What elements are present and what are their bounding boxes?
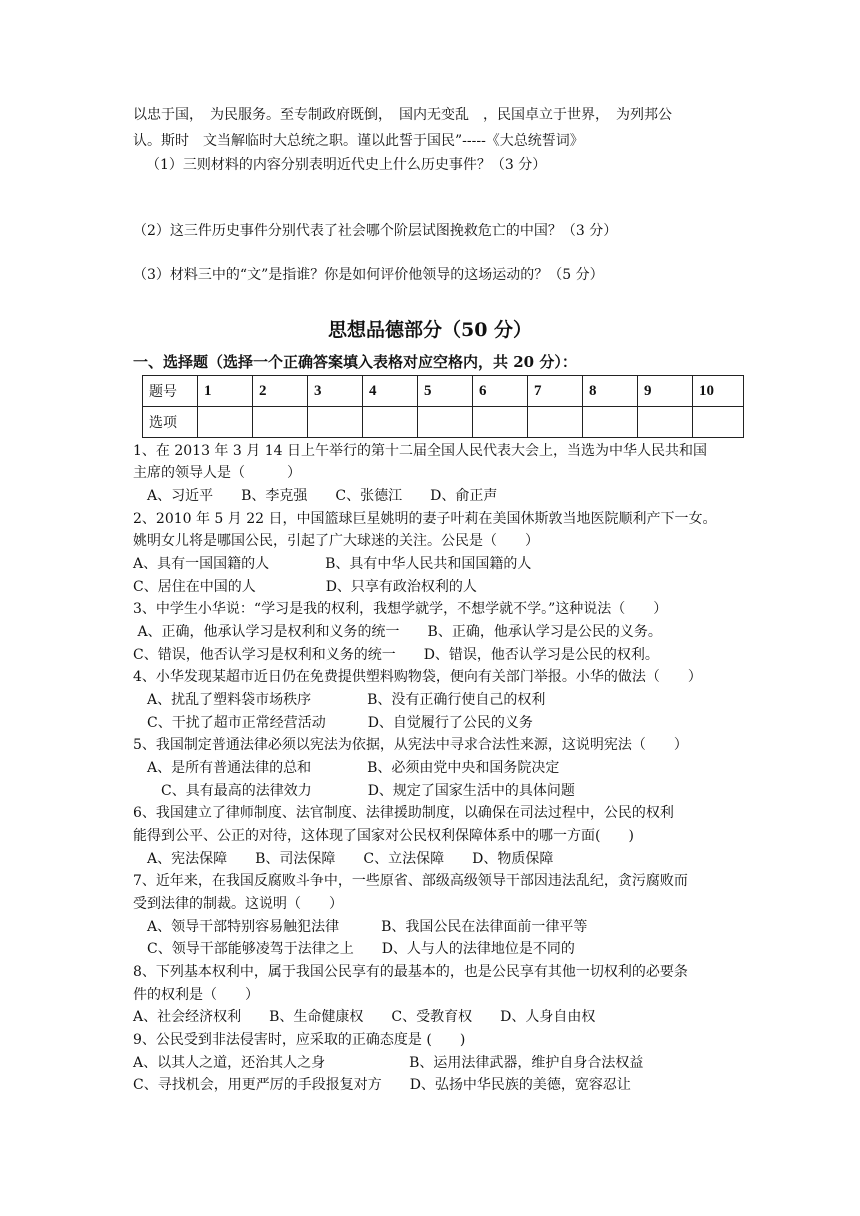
option-line: C、寻找机会，用更严厉的手段报复对方 D、弘扬中华民族的美德，宽容忍让: [133, 1077, 631, 1093]
table-number: 8: [583, 376, 638, 407]
answer-table: [142, 375, 744, 438]
answer-cell[interactable]: [418, 407, 473, 438]
table-number: 7: [528, 376, 583, 407]
question-line: 9、公民受到非法侵害时，应采取的正确态度是 ( ): [133, 1032, 466, 1048]
option-line: A、扰乱了塑料袋市场秩序 B、没有正确行使自己的权利: [133, 692, 546, 708]
table-header-label: 题号: [143, 376, 198, 407]
question-line: 能得到公平、公正的对待，这体现了国家对公民权利保障体系中的哪一方面( ): [133, 828, 634, 844]
option-line: A、社会经济权利 B、生命健康权 C、受教育权 D、人身自由权: [133, 1009, 596, 1025]
answer-cell[interactable]: [473, 407, 528, 438]
answer-cell[interactable]: [693, 407, 744, 438]
history-text-line: 以忠于国， 为民服务。至专制政府既倒， 国内无变乱 ，民国卓立于世界， 为列邦公: [133, 107, 672, 123]
option-line: A、具有一国国籍的人 B、具有中华人民共和国国籍的人: [133, 556, 532, 572]
question-line: 主席的领导人是（ ）: [133, 465, 301, 481]
table-number: 2: [253, 376, 308, 407]
history-text-line: 认。斯时 文当解临时大总统之职。谨以此誓于国民”-----《大总统誓词》: [133, 133, 584, 149]
table-number: 10: [693, 376, 744, 407]
question-line: 6、我国建立了律师制度、法官制度、法律援助制度，以确保在司法过程中，公民的权利: [133, 805, 674, 821]
table-number: 3: [308, 376, 363, 407]
question-line: 1、在 2013 年 3 月 14 日上午举行的第十二届全国人民代表大会上，当选为中华人民共和国: [133, 443, 707, 459]
answer-cell[interactable]: [308, 407, 363, 438]
option-line: A、是所有普通法律的总和 B、必须由党中央和国务院决定: [133, 760, 560, 776]
answer-cell[interactable]: [198, 407, 253, 438]
question-line: 2、2010 年 5 月 22 日，中国篮球巨星姚明的妻子叶莉在美国休斯敦当地医院顺利产下一女。: [133, 511, 717, 527]
option-line: A、习近平 B、李克强 C、张德江 D、俞正声: [133, 488, 498, 504]
table-number: 9: [638, 376, 693, 407]
answer-table-row-numbers: [143, 376, 744, 407]
option-line: A、以其人之道，还治其人之身 B、运用法律武器，维护自身合法权益: [133, 1055, 644, 1071]
question-line: 4、小华发现某超市近日仍在免费提供塑料购物袋，便向有关部门举报。小华的做法（ ）: [133, 669, 702, 685]
section-heading: 一、选择题（选择一个正确答案填入表格对应空格内，共 20 分）：: [133, 353, 577, 371]
option-line: A、领导干部特别容易触犯法律 B、我国公民在法律面前一律平等: [133, 919, 588, 935]
answer-cell[interactable]: [583, 407, 638, 438]
option-line: C、干扰了超市正常经营活动 D、自觉履行了公民的义务: [133, 715, 533, 731]
question-line: 8、下列基本权利中，属于我国公民享有的最基本的，也是公民享有其他一切权利的必要条: [133, 964, 688, 980]
question-line: 受到法律的制裁。这说明（ ）: [133, 896, 343, 912]
option-line: C、具有最高的法律效力 D、规定了国家生活中的具体问题: [133, 783, 575, 799]
question-line: 5、我国制定普通法律必须以宪法为依据，从宪法中寻求合法性来源，这说明宪法（ ）: [133, 737, 688, 753]
history-question-3: （3）材料三中的“文”是指谁？你是如何评价他领导的这场运动的？（5 分）: [133, 267, 604, 283]
question-line: 姚明女儿将是哪国公民，引起了广大球迷的关注。公民是（ ）: [133, 533, 539, 549]
table-number: 5: [418, 376, 473, 407]
answer-cell[interactable]: [638, 407, 693, 438]
table-number: 4: [363, 376, 418, 407]
option-line: A、宪法保障 B、司法保障 C、立法保障 D、物质保障: [133, 851, 554, 867]
answer-cell[interactable]: [528, 407, 583, 438]
question-line: 7、近年来，在我国反腐败斗争中，一些原省、部级高级领导干部因违法乱纪，贪污腐败而: [133, 873, 688, 889]
answer-cell[interactable]: [253, 407, 308, 438]
option-line: C、领导干部能够凌驾于法律之上 D、人与人的法律地位是不同的: [133, 941, 575, 957]
table-option-label: 选项: [143, 407, 198, 438]
option-line: A、正确，他承认学习是权利和义务的统一 B、正确，他承认学习是公民的义务。: [133, 624, 662, 640]
section-title: 思想品德部分（50 分）: [327, 319, 533, 341]
history-question-1: （1）三则材料的内容分别表明近代史上什么历史事件？（3 分）: [146, 157, 547, 173]
question-line: 件的权利是（ ）: [133, 987, 259, 1003]
option-line: C、居住在中国的人 D、只享有政治权利的人: [133, 579, 477, 595]
option-line: C、错误，他否认学习是权利和义务的统一 D、错误，他否认学习是公民的权利。: [133, 647, 659, 663]
answer-table-row-options: [143, 407, 744, 438]
table-number: 1: [198, 376, 253, 407]
answer-cell[interactable]: [363, 407, 418, 438]
table-number: 6: [473, 376, 528, 407]
history-question-2: （2）这三件历史事件分别代表了社会哪个阶层试图挽救危亡的中国？（3 分）: [133, 223, 618, 239]
question-line: 3、中学生小华说：“学习是我的权利，我想学就学，不想学就不学。”这种说法（ ）: [133, 601, 668, 617]
